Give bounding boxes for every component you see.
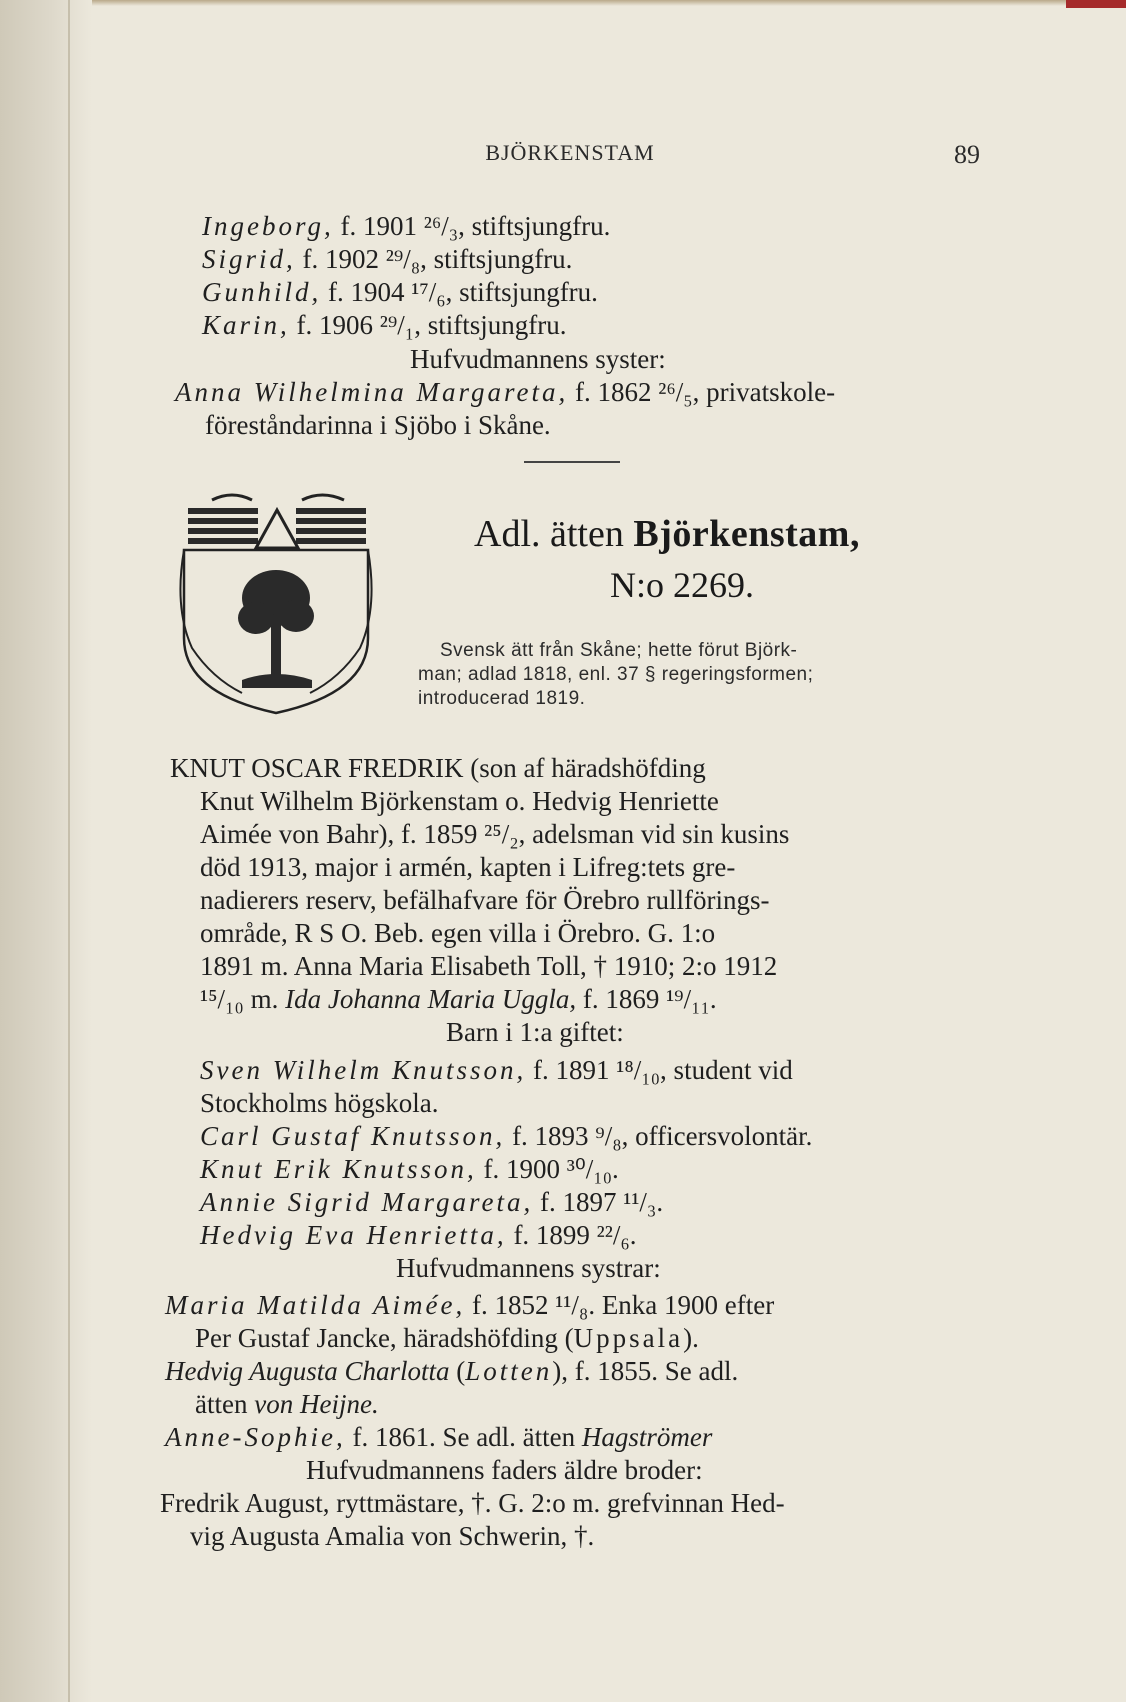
sister-cont-name: von Heijne.: [254, 1389, 379, 1419]
child-name: Knut Erik Knutsson,: [200, 1154, 477, 1184]
paragraph-line: KNUT OSCAR FREDRIK (son af häradshöfding: [170, 753, 706, 783]
sister-entry: [165, 1355, 738, 1387]
daughter-details: f. 1901 ²⁶/₃, stiftsjungfru.: [333, 211, 611, 241]
page-header: [160, 140, 980, 174]
sister-details: f. 1852 ¹¹/₈. Enka 1900 efter: [465, 1290, 775, 1320]
family-title: [474, 512, 860, 556]
child-entry: [200, 1219, 637, 1251]
sister-details: ), f. 1855. Se adl.: [552, 1356, 739, 1386]
child-entry-cont: Stockholms högskola.: [200, 1088, 439, 1118]
section-divider: [524, 461, 620, 463]
sister-entry-cont: [195, 1388, 379, 1420]
brother-entry: Fredrik August, ryttmästare, †. G. 2:o m. grefvinnan Hed-: [160, 1488, 785, 1518]
child-details: f. 1891 ¹⁸/₁₀, student vid: [526, 1055, 793, 1085]
daughter-details: f. 1906 ²⁹/₁, stiftsjungfru.: [289, 310, 567, 340]
wife2-details: f. 1869 ¹⁹/₁₁.: [576, 984, 717, 1014]
wife2-prefix: ¹⁵/₁₀ m.: [200, 984, 279, 1014]
paragraph-line: [200, 983, 717, 1015]
page-top-edge: [0, 0, 1126, 6]
children-heading: Barn i 1:a giftet:: [446, 1017, 624, 1047]
daughter-name: Gunhild,: [202, 277, 322, 307]
child-entry: [200, 1054, 793, 1086]
family-title-name: Björkenstam,: [633, 513, 860, 555]
sister-entry-cont: föreståndarinna i Sjöbo i Skåne.: [205, 410, 551, 440]
sister-entry: [165, 1289, 774, 1321]
brother-entry-cont: vig Augusta Amalia von Schwerin, †.: [190, 1521, 595, 1551]
sister-details: f. 1862 ²⁶/₅, privatskole-: [568, 377, 836, 407]
brother-heading: Hufvudmannens faders äldre broder:: [306, 1455, 703, 1485]
child-details: f. 1893 ⁹/₈, officersvolontär.: [505, 1121, 813, 1151]
paragraph-line: Aimée von Bahr), f. 1859 ²⁵/₂, adelsman vid sin kusins: [200, 819, 790, 849]
sister-name: Hedvig Augusta Charlotta: [165, 1356, 450, 1386]
family-title-prefix: Adl. ätten: [474, 513, 624, 555]
child-details: f. 1899 ²²/₆.: [506, 1220, 637, 1250]
daughter-entry: [202, 243, 572, 275]
family-number: N:o 2269.: [610, 565, 754, 605]
sister-cont-text: ).: [683, 1323, 699, 1353]
wife2-name: Ida Johanna Maria Uggla,: [285, 984, 577, 1014]
child-name: Sven Wilhelm Knutsson,: [200, 1055, 527, 1085]
family-note-line: Svensk ätt från Skåne; hette förut Björk-: [440, 640, 798, 661]
sisters-heading: Hufvudmannens systrar:: [396, 1253, 661, 1283]
daughter-entry: [202, 276, 598, 308]
child-details: f. 1897 ¹¹/₃.: [533, 1187, 664, 1217]
coat-of-arms-icon: [172, 488, 382, 718]
daughter-entry: [202, 210, 610, 242]
sister-details: f. 1861. Se adl. ätten: [345, 1422, 576, 1452]
sister-heading: Hufvudmannens syster:: [410, 344, 666, 374]
page-gutter: [0, 0, 92, 1702]
sister-cont-text: Per Gustaf Jancke, häradshöfding (: [195, 1323, 574, 1353]
page-number: 89: [954, 140, 980, 169]
daughter-details: f. 1904 ¹⁷/₆, stiftsjungfru.: [321, 277, 598, 307]
daughter-name: Sigrid,: [202, 244, 296, 274]
paragraph-line: Knut Wilhelm Björkenstam o. Hedvig Henriette: [200, 786, 719, 816]
sister-reference: Hagströmer: [575, 1422, 713, 1452]
daughter-name: Karin,: [202, 310, 290, 340]
family-note-line: introducerad 1819.: [418, 688, 586, 709]
daughter-name: Ingeborg,: [202, 211, 334, 241]
sister-details: (: [449, 1356, 466, 1386]
sister-name: Anne-Sophie,: [165, 1422, 346, 1452]
paragraph-line: nadierers reserv, befälhafvare för Örebro rullförings-: [200, 885, 770, 915]
child-name: Hedvig Eva Henrietta,: [200, 1220, 507, 1250]
sister-entry-cont: [195, 1322, 699, 1354]
family-note-line: man; adlad 1818, enl. 37 § regeringsformen;: [418, 664, 814, 685]
child-name: Carl Gustaf Knutsson,: [200, 1121, 506, 1151]
child-entry: [200, 1120, 812, 1152]
sister-cont-text: ätten: [195, 1389, 255, 1419]
paragraph-line: död 1913, major i armén, kapten i Lifreg:tets gre-: [200, 852, 736, 882]
running-head: BJÖRKENSTAM: [485, 140, 655, 165]
child-details: f. 1900 ³⁰/₁₀.: [476, 1154, 619, 1184]
gutter-line: [68, 0, 70, 1702]
red-edge-mark: [1066, 0, 1126, 8]
child-entry: [200, 1153, 619, 1185]
daughter-entry: [202, 309, 566, 341]
sister-name: Anna Wilhelmina Margareta,: [175, 377, 569, 407]
sister-cont-place: Uppsala: [573, 1323, 684, 1353]
paragraph-line: 1891 m. Anna Maria Elisabeth Toll, † 1910; 2:o 1912: [200, 951, 778, 981]
daughter-details: f. 1902 ²⁹/₈, stiftsjungfru.: [295, 244, 573, 274]
sister-entry: [165, 1421, 712, 1453]
sister-nickname: Lotten: [465, 1356, 553, 1386]
child-entry: [200, 1186, 663, 1218]
sister-entry: [175, 376, 835, 408]
child-name: Annie Sigrid Margareta,: [200, 1187, 534, 1217]
sister-name: Maria Matilda Aimée,: [165, 1290, 466, 1320]
paragraph-line: område, R S O. Beb. egen villa i Örebro. G. 1:o: [200, 918, 716, 948]
